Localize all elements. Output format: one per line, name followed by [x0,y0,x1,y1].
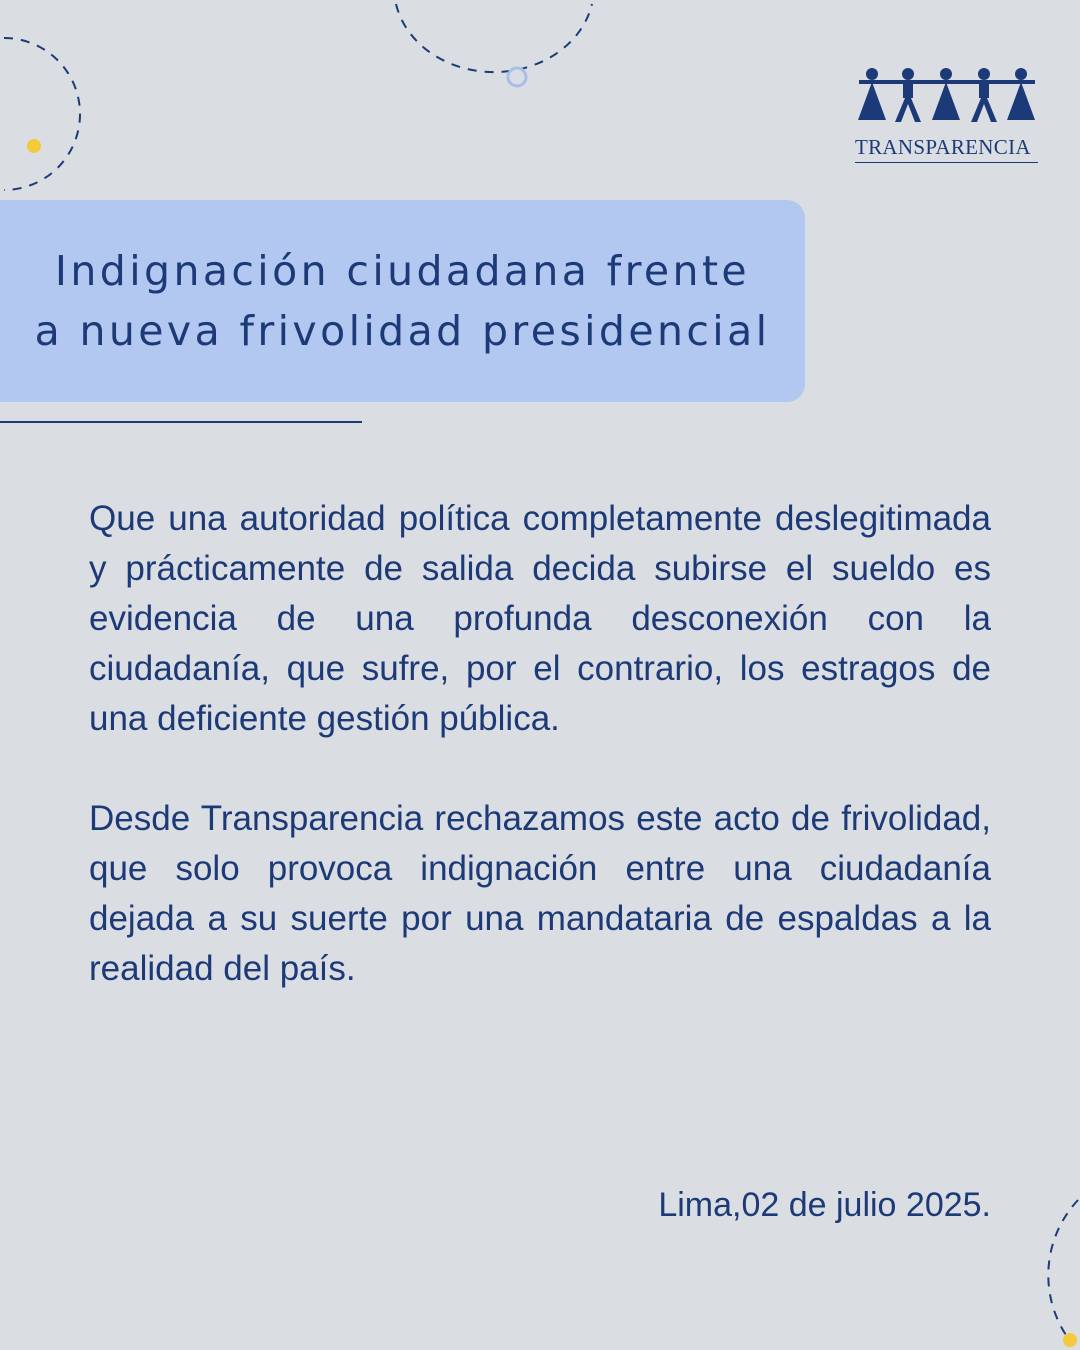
five-figures-holding-hands-icon [855,66,1038,126]
title-banner [0,200,805,402]
title-underline-divider [0,421,362,423]
statement-paragraph-2: Desde Transparencia rechazamos este acto de frivolidad, que solo provoca indignación entre una ciudadanía dejada a su suerte por una mandataria de espaldas a la realidad del país. [89,799,991,988]
statement-body [89,494,991,1044]
top-center-ring [508,68,526,86]
top-left-dashed-arc [4,38,80,190]
bottom-right-dashed-arc [1048,1200,1078,1338]
transparencia-logo [855,66,1040,163]
top-center-dashed-arc [396,4,592,72]
top-left-yellow-dot [27,139,41,153]
statement-paragraph-1: Que una autoridad política completamente deslegitimada y prácticamente de salida decida subirse el sueldo es evidencia de una profunda desconexión con la ciudadanía, que sufre, por el contrario, los estragos de una deficiente gestión pública. [89,499,991,738]
place-and-date: Lima,02 de julio 2025. [658,1186,991,1224]
page-title: Indignación ciudadana frente a nueva frivolidad presidencial [34,247,771,355]
logo-wordmark: TRANSPARENCIA [855,135,1038,163]
bottom-right-yellow-dot [1063,1333,1077,1347]
